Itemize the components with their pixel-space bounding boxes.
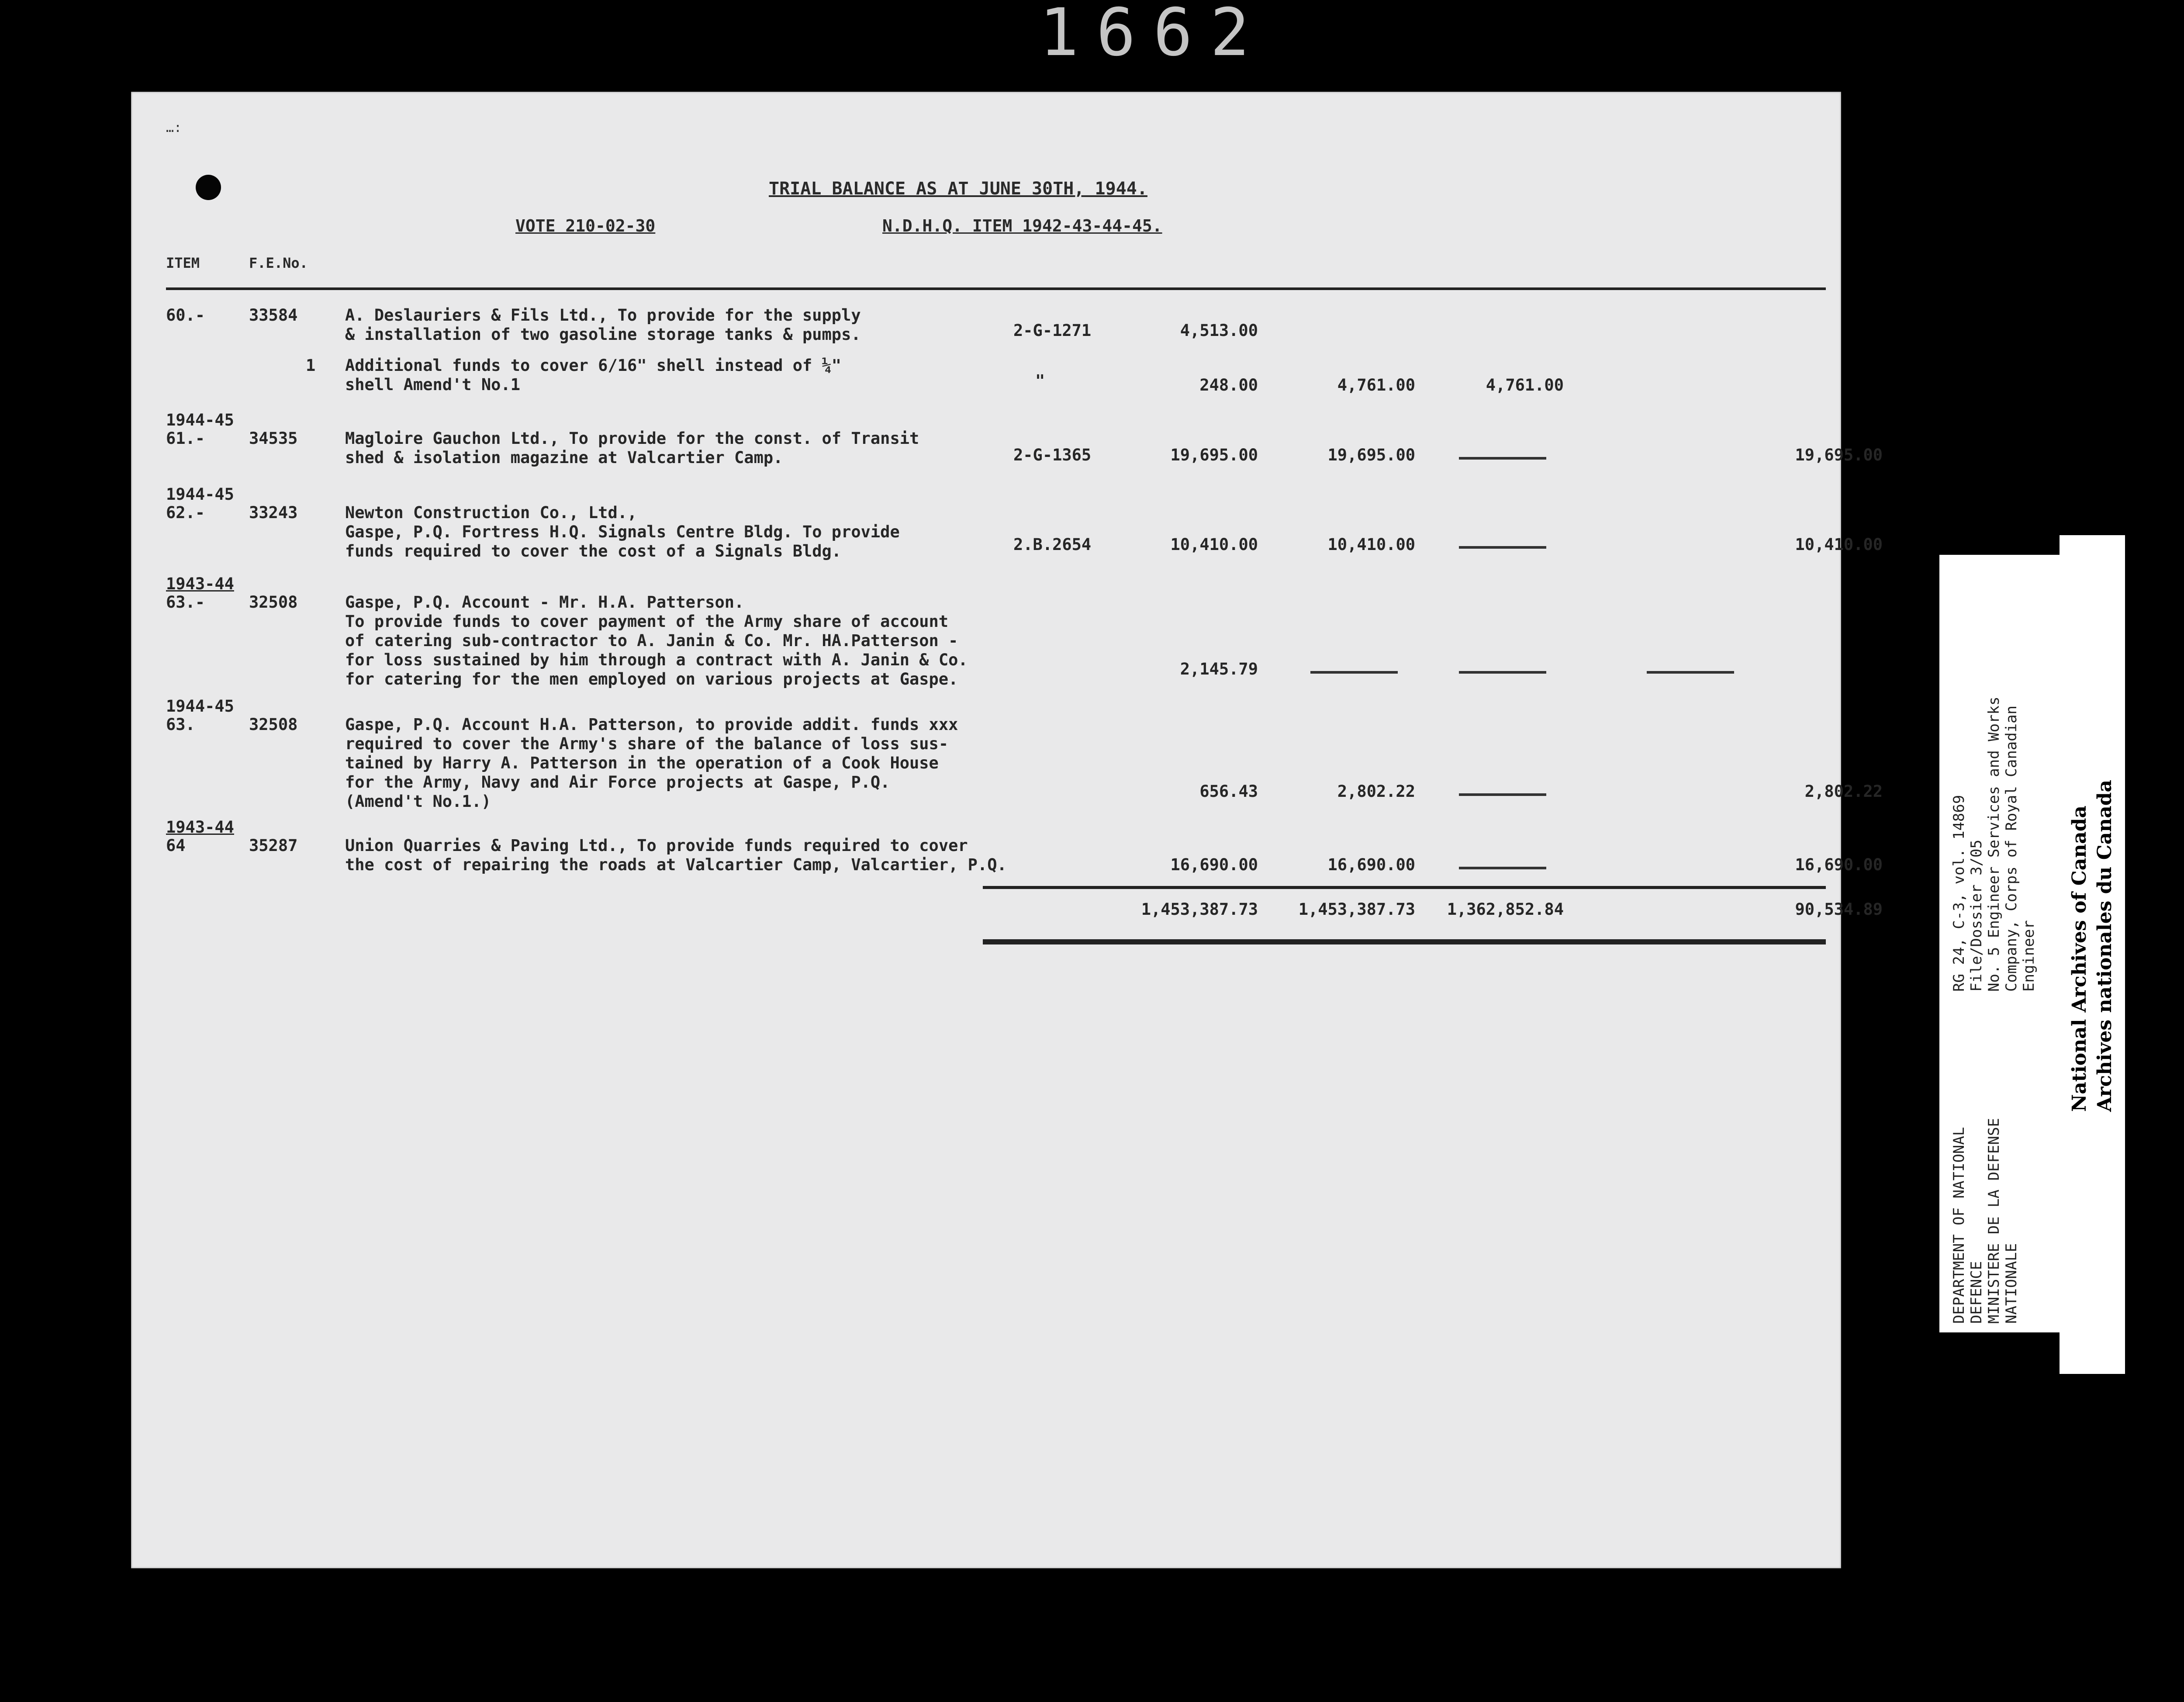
entry-expended-dash xyxy=(1459,867,1546,869)
entry-item: 61.- xyxy=(166,429,205,448)
entry-fe-number: 34535 xyxy=(249,429,298,448)
entry-amount: 2,145.79 xyxy=(1180,660,1258,678)
entry-year: 1944-45 xyxy=(166,697,234,716)
entry-year: 1943-44 xyxy=(166,818,234,837)
entry-balance-dash xyxy=(1647,671,1734,674)
entry-description: Union Quarries & Paving Ltd., To provide funds required to cover the cost of repairing the roads at Valcartier Camp, Valcartier, P.Q. xyxy=(345,836,1007,874)
entry-year: 1944-45 xyxy=(166,485,234,504)
entry-total: 19,695.00 xyxy=(1327,446,1415,464)
entry-description: Additional funds to cover 6/16" shell instead of ¼" shell Amend't No.1 xyxy=(345,356,842,394)
entry-amount: 4,513.00 xyxy=(1180,321,1258,340)
frame-number: 1662 xyxy=(1039,0,1267,71)
archive-reference: RG 24, C-3, vol. 14869 File/Dossier 3/05 No. 5 Engineer Services and Works Company, Corps of Royal Canadian Engineer xyxy=(1950,696,2038,992)
entry-fe-number: 35287 xyxy=(249,836,298,855)
entry-balance: 19,695.00 xyxy=(1795,446,1883,464)
entry-description: Magloire Gauchon Ltd., To provide for the const. of Transit shed & isolation magazine at Valcartier Camp. xyxy=(345,429,919,467)
entry-total-dash xyxy=(1310,671,1398,674)
entry-total: 4,761.00 xyxy=(1337,376,1415,394)
archive-department: DEPARTMENT OF NATIONAL DEFENCE MINISTERE DE LA DEFENSE NATIONALE xyxy=(1950,1118,2020,1324)
header-rule xyxy=(166,287,1826,290)
entry-reference: " xyxy=(1035,371,1045,390)
document-page xyxy=(131,92,1883,1568)
totals-rule-bottom xyxy=(983,939,1826,944)
entry-amount: 19,695.00 xyxy=(1170,446,1258,464)
entry-amount: 248.00 xyxy=(1199,376,1258,394)
entry-balance: 10,410.00 xyxy=(1795,535,1883,554)
nac-stamp xyxy=(2060,535,2125,1374)
total-total: 1,453,387.73 xyxy=(1298,900,1415,919)
column-header-item: ITEM xyxy=(166,255,200,271)
entry-reference: 2.B.2654 xyxy=(1013,535,1092,554)
entry-item: 62.- xyxy=(166,503,205,522)
punch-hole xyxy=(196,175,221,200)
entry-expended-dash xyxy=(1459,546,1546,549)
document-title: TRIAL BALANCE AS AT JUNE 30TH, 1944. xyxy=(769,179,1147,199)
entry-expended-dash xyxy=(1459,793,1546,796)
entry-total: 2,802.22 xyxy=(1337,782,1415,801)
entry-item: 63.- xyxy=(166,593,205,612)
corner-mark: …: xyxy=(166,120,182,135)
entry-item: 63. xyxy=(166,715,195,734)
entry-balance: 16,690.00 xyxy=(1795,855,1883,874)
entry-reference: 2-G-1365 xyxy=(1013,446,1092,464)
entry-balance: 2,802.22 xyxy=(1804,782,1883,801)
entry-amount: 656.43 xyxy=(1199,782,1258,801)
total-expended: 1,362,852.84 xyxy=(1447,900,1564,919)
entry-description: Gaspe, P.Q. Account H.A. Patterson, to provide addit. funds xxx required to cover the Army's share of the balance of loss sus- tained by Harry A. Patterson in the operation of a Cook House for the Army, Navy and Air Force projects at Gaspe, P.Q. (Amend't No.1.) xyxy=(345,715,958,811)
total-amount: 1,453,387.73 xyxy=(1141,900,1258,919)
nac-name-fr: Archives nationales du Canada xyxy=(2094,779,2116,1112)
totals-rule-top xyxy=(983,886,1826,889)
nac-name-en: National Archives of Canada xyxy=(2068,805,2091,1112)
entry-total: 16,690.00 xyxy=(1327,855,1415,874)
entry-year: 1943-44 xyxy=(166,574,234,593)
entry-reference: 2-G-1271 xyxy=(1013,321,1092,340)
entry-fe-number: 32508 xyxy=(249,715,298,734)
entry-item: 1 xyxy=(306,356,316,375)
entry-amount: 16,690.00 xyxy=(1170,855,1258,874)
total-balance: 90,534.89 xyxy=(1795,900,1883,919)
entry-description: Gaspe, P.Q. Account - Mr. H.A. Patterson. To provide funds to cover payment of the Army share of account of catering sub-contractor to A. Janin & Co. Mr. HA.Patterson - for loss sustained by him through a contract with A. Janin & Co. for catering for the men employed on various projects at Gaspe. xyxy=(345,593,968,688)
entry-item: 64 xyxy=(166,836,186,855)
entry-expended-dash xyxy=(1459,457,1546,460)
entry-fe-number: 33243 xyxy=(249,503,298,522)
entry-fe-number: 32508 xyxy=(249,593,298,612)
entry-expended-dash xyxy=(1459,671,1546,674)
ndhq-item-heading: N.D.H.Q. ITEM 1942-43-44-45. xyxy=(882,216,1162,235)
entry-description: A. Deslauriers & Fils Ltd., To provide for the supply & installation of two gasoline storage tanks & pumps. xyxy=(345,306,861,344)
entry-fe-number: 33584 xyxy=(249,306,298,325)
entry-year: 1944-45 xyxy=(166,411,234,429)
vote-heading: VOTE 210-02-30 xyxy=(515,216,656,235)
entry-description: Newton Construction Co., Ltd., Gaspe, P.Q. Fortress H.Q. Signals Centre Bldg. To provide funds required to cover the cost of a Signals Bldg. xyxy=(345,503,900,560)
entry-amount: 10,410.00 xyxy=(1170,535,1258,554)
entry-expended: 4,761.00 xyxy=(1486,376,1564,394)
column-header-fe-no: F.E.No. xyxy=(249,255,308,271)
entry-item: 60.- xyxy=(166,306,205,325)
entry-total: 10,410.00 xyxy=(1327,535,1415,554)
archive-label xyxy=(1939,555,2060,1332)
